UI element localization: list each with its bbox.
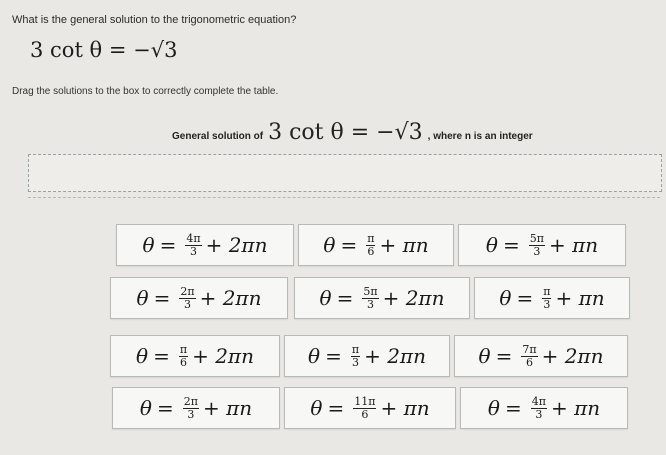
table-header-prefix: General solution of (172, 131, 264, 142)
solution-tile[interactable] (116, 224, 294, 266)
fraction-denominator: 3 (189, 244, 197, 258)
theta-symbol: θ (499, 286, 512, 310)
table-header-equation: 3 cot θ = −√3 (268, 120, 423, 145)
fraction-numerator: 5π (529, 231, 544, 245)
problem-equation: 3 cot θ = −√3 (30, 38, 178, 62)
fraction-numerator: π (367, 231, 375, 245)
fraction (366, 233, 375, 257)
fraction-denominator: 6 (361, 407, 369, 421)
solution-tile[interactable] (458, 224, 626, 266)
equals-sign: = (156, 396, 174, 420)
table-header-suffix: , where n is an integer (427, 131, 533, 142)
fraction-numerator: 4π (186, 231, 201, 245)
solution-tile[interactable] (460, 387, 628, 429)
periodic-term: + πn (555, 286, 605, 310)
theta-symbol: θ (136, 344, 149, 368)
periodic-term: + 2πn (192, 344, 254, 368)
fraction-numerator: 2π (180, 284, 195, 298)
fraction-numerator: 11π (354, 394, 376, 408)
solution-tile[interactable] (112, 387, 280, 429)
question-text: What is the general solution to the trigonometric equation? (12, 14, 297, 26)
theta-symbol: θ (136, 286, 149, 310)
periodic-term: + 2πn (382, 286, 445, 310)
fraction-numerator: 4π (531, 394, 546, 408)
fraction (179, 286, 195, 310)
equals-sign: = (336, 286, 354, 310)
instruction-text: Drag the solutions to the box to correctly complete the table. (12, 86, 279, 97)
fraction-denominator: 3 (533, 244, 541, 258)
table-header (172, 120, 533, 145)
theta-symbol: θ (142, 233, 155, 257)
theta-symbol: θ (310, 396, 323, 420)
solution-tile[interactable] (474, 277, 630, 319)
fraction-denominator: 3 (351, 355, 359, 369)
fraction-numerator: 7π (522, 342, 537, 356)
solution-tile[interactable] (110, 277, 288, 319)
fraction-denominator: 3 (187, 407, 195, 421)
fraction (362, 286, 378, 310)
fraction-denominator: 3 (543, 297, 551, 311)
solution-tile[interactable] (110, 335, 280, 377)
fraction (185, 233, 201, 257)
fraction-numerator: 5π (363, 284, 378, 298)
solution-tile[interactable] (284, 387, 456, 429)
fraction (521, 344, 537, 368)
theta-symbol: θ (319, 286, 332, 310)
periodic-term: + 2πn (364, 344, 426, 368)
equals-sign: = (502, 233, 520, 257)
equals-sign: = (325, 344, 342, 368)
periodic-term: + 2πn (199, 286, 262, 310)
fraction (542, 286, 551, 310)
fraction-numerator: 2π (183, 394, 198, 408)
solution-tile[interactable] (298, 224, 454, 266)
solution-tile[interactable] (454, 335, 628, 377)
solution-tile[interactable] (294, 277, 470, 319)
theta-symbol: θ (487, 396, 500, 420)
divider (28, 197, 660, 198)
theta-symbol: θ (308, 344, 321, 368)
theta-symbol: θ (323, 233, 336, 257)
fraction-denominator: 6 (367, 244, 375, 258)
answer-drop-zone[interactable] (28, 154, 662, 192)
periodic-term: + πn (548, 233, 599, 257)
fraction-numerator: π (351, 342, 360, 356)
fraction (179, 344, 188, 368)
periodic-term: + 2πn (541, 344, 604, 368)
fraction-denominator: 3 (535, 407, 543, 421)
fraction-denominator: 3 (366, 297, 374, 311)
equals-sign: = (495, 344, 513, 368)
fraction (529, 233, 545, 257)
equals-sign: = (516, 286, 534, 310)
periodic-term: + πn (550, 396, 601, 420)
fraction-denominator: 3 (183, 297, 191, 311)
theta-symbol: θ (485, 233, 498, 257)
fraction-denominator: 6 (525, 355, 533, 369)
periodic-term: + πn (380, 396, 430, 420)
fraction (183, 396, 199, 420)
equals-sign: = (340, 233, 358, 257)
periodic-term: + 2πn (205, 233, 268, 257)
fraction-denominator: 6 (179, 355, 187, 369)
periodic-term: + πn (202, 396, 253, 420)
fraction-numerator: π (179, 342, 188, 356)
fraction-numerator: π (543, 284, 551, 298)
periodic-term: + πn (379, 233, 429, 257)
equals-sign: = (159, 233, 177, 257)
theta-symbol: θ (478, 344, 491, 368)
equals-sign: = (153, 344, 170, 368)
equals-sign: = (504, 396, 522, 420)
fraction (531, 396, 547, 420)
equals-sign: = (327, 396, 345, 420)
fraction (353, 396, 376, 420)
solution-tile[interactable] (284, 335, 450, 377)
equals-sign: = (153, 286, 171, 310)
theta-symbol: θ (139, 396, 152, 420)
fraction (351, 344, 360, 368)
